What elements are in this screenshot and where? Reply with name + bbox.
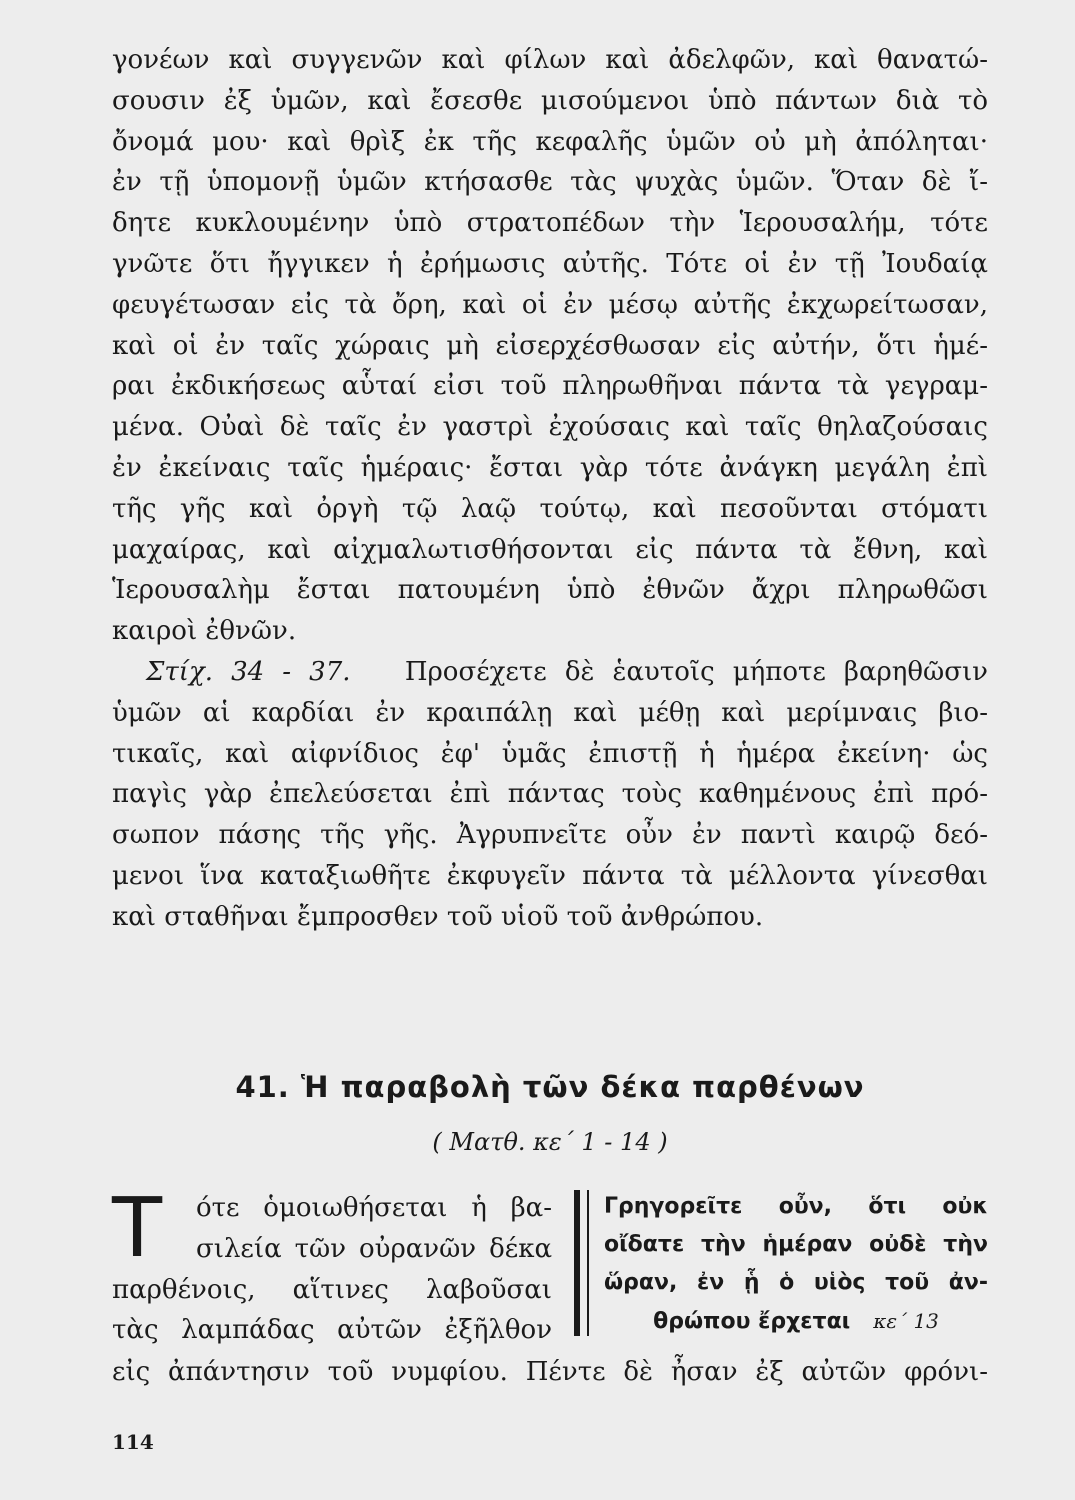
book-page <box>112 40 988 1480</box>
text-line: σωπον πάσης τῆς γῆς. Ἀγρυπνεῖτε οὖν ἐν παντὶ καιρῷ δεό- <box>112 820 988 851</box>
sidebar-line: ὥραν, ἐν ᾗ ὁ υἱὸς τοῦ ἀν- <box>604 1270 988 1295</box>
passage-1 <box>112 40 988 652</box>
section-reference: ( Ματθ. κε΄ 1 - 14 ) <box>432 1128 668 1156</box>
text-line: εἰς ἀπάντησιν τοῦ νυμφίου. Πέντε δὲ ἦσαν ἐξ αὐτῶν φρόνι- <box>112 1357 988 1387</box>
sidebar-line: οἴδατε τὴν ἡμέραν οὐδὲ τὴν <box>604 1232 988 1257</box>
text-line: γνῶτε ὅτι ἤγγικεν ἡ ἐρήμωσις αὐτῆς. Τότε οἱ ἐν τῇ Ἰουδαίᾳ <box>112 248 988 279</box>
text-line: σουσιν ἐξ ὑμῶν, καὶ ἔσεσθε μισούμενοι ὑπὸ πάντων διὰ τὸ <box>112 85 988 116</box>
text-line: ότε ὁμοιωθήσεται ἡ βα- <box>196 1193 552 1223</box>
text-line: ραι ἐκδικήσεως αὗταί εἰσι τοῦ πληρωθῆναι πάντα τὰ γεγραμ- <box>112 371 988 402</box>
text-line: τὰς λαμπάδας αὐτῶν ἐξῆλθον <box>112 1315 552 1346</box>
text-line: φευγέτωσαν εἰς τὰ ὄρη, καὶ οἱ ἐν μέσῳ αὐτῆς ἐκχωρείτωσαν, <box>112 289 988 320</box>
text-line: τικαῖς, καὶ αἰφνίδιος ἐφ' ὑμᾶς ἐπιστῇ ἡ ἡμέρα ἐκείνη· ὡς <box>112 738 988 769</box>
drop-cap: Τ <box>112 1181 163 1276</box>
sidebar-quote <box>604 1188 988 1341</box>
passage-1-text <box>112 40 988 652</box>
text-line-rest: Προσέχετε δὲ ἑαυτοῖς μήποτε βαρηθῶσιν <box>404 657 988 687</box>
text-line: Ἱερουσαλὴμ ἔσται πατουμένη ὑπὸ ἐθνῶν ἄχρι πληρωθῶσι <box>112 575 988 606</box>
text-line: ἐν τῇ ὑπομονῇ ὑμῶν κτήσασθε τὰς ψυχὰς ὑμῶν. Ὅταν δὲ ἴ- <box>112 167 988 198</box>
text-line: καὶ οἱ ἐν ταῖς χώραις μὴ εἰσερχέσθωσαν εἰς αὐτήν, ὅτι ἡμέ- <box>112 330 988 361</box>
text-line: τῆς γῆς καὶ ὀργὴ τῷ λαῷ τούτῳ, καὶ πεσοῦνται στόματι <box>112 493 988 524</box>
text-line: παρθένοις, αἵτινες λαβοῦσαι <box>112 1274 552 1305</box>
text-line: δητε κυκλουμένην ὑπὸ στρατοπέδων τὴν Ἱερουσαλήμ, τότε <box>112 208 988 239</box>
text-line: ἐν ἐκείναις ταῖς ἡμέραις· ἔσται γὰρ τότε ἀνάγκη μεγάλη ἐπὶ <box>112 452 988 483</box>
text-line: καὶ σταθῆναι ἔμπροσθεν τοῦ υἱοῦ τοῦ ἀνθρώπου. <box>112 901 764 932</box>
text-line: μένα. Οὐαὶ δὲ ταῖς ἐν γαστρὶ ἐχούσαις καὶ ταῖς θηλαζούσαις <box>112 412 988 443</box>
passage-2-text <box>112 652 988 938</box>
sidebar-verse-reference: κε΄ 13 <box>873 1309 939 1333</box>
text-line: παγὶς γὰρ ἐπελεύσεται ἐπὶ πάντας τοὺς καθημένους ἐπὶ πρό- <box>112 779 988 810</box>
divider-thick <box>574 1190 580 1336</box>
text-line-first <box>112 652 988 693</box>
text-line: ὑμῶν αἱ καρδίαι ἐν κραιπάλῃ καὶ μέθῃ καὶ μερίμναις βιο- <box>112 697 988 728</box>
text-line: σιλεία τῶν οὐρανῶν δέκα <box>196 1233 552 1264</box>
passage-3-column <box>112 1181 552 1351</box>
section-title: 41. Ἡ παραβολὴ τῶν δέκα παρθένων <box>235 1070 865 1104</box>
sidebar-line: Γρηγορεῖτε οὖν, ὅτι οὐκ <box>604 1194 988 1219</box>
passage-3-continuation <box>112 1352 988 1393</box>
text-line: καιροὶ ἐθνῶν. <box>112 616 297 647</box>
text-line: μενοι ἵνα καταξιωθῆτε ἐκφυγεῖν πάντα τὰ μέλλοντα γίνεσθαι <box>112 860 988 891</box>
divider-thin <box>587 1190 589 1336</box>
sidebar-line-last <box>604 1302 988 1341</box>
page-number: 114 <box>112 1430 154 1454</box>
text-line: ὄνομά μου· καὶ θρὶξ ἐκ τῆς κεφαλῆς ὑμῶν οὐ μὴ ἀπόληται· <box>112 126 988 157</box>
two-column-block <box>112 1181 988 1348</box>
verse-reference: Στίχ. 34 - 37. <box>146 657 351 687</box>
text-line: μαχαίρας, καὶ αἰχμαλωτισθήσονται εἰς πάντα τὰ ἔθνη, καὶ <box>112 534 988 565</box>
sidebar-line-text: θρώπου ἔρχεται <box>653 1309 851 1334</box>
passage-2 <box>112 652 988 938</box>
text-line: γονέων καὶ συγγενῶν καὶ φίλων καὶ ἀδελφῶν, καὶ θανατώ- <box>112 45 988 75</box>
